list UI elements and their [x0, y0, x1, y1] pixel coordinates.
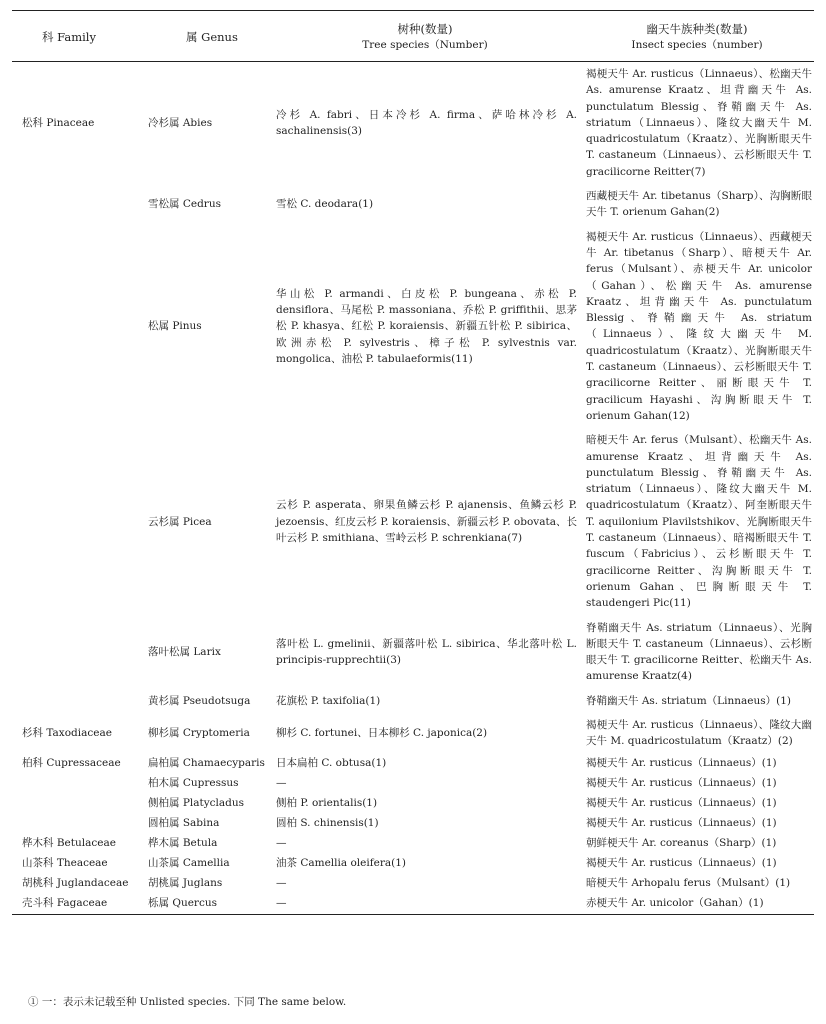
species-table-container: [12, 10, 814, 915]
family-cell: 杉科 Taxodiaceae: [22, 727, 112, 740]
table-row: [12, 774, 814, 794]
tree-cell: 落叶松 L. gmelinii、新疆落叶松 L. sibirica、华北落叶松 L. principis-rupprechtii(3): [276, 637, 577, 667]
insect-cell: 暗梗天牛 Ar. ferus（Mulsant）、松幽天牛 As. amurense Kraatz、坦背幽天牛 As. punctulatum Blessig、脊鞘幽天牛 As. striatum（Linnaeus）、隆纹大幽天牛 M. quadricostulatum（Kraatz）、阿奎断眼天牛 T. aquilonium Plavilstshikov、光胸断眼天牛 T. castaneum（Linnaeus）、暗褐断眼天牛 T. fuscum（Fabricius）、云杉断眼天牛 T. gracilicorne Reitter、沟胸断眼天牛 T. orienum Gahan、巴胸断眼天牛 T. staudengeri Pic(11): [586, 434, 812, 610]
table-row: [12, 689, 814, 713]
tree-cell: 云杉 P. asperata、卵果鱼鳞云杉 P. ajanensis、鱼鳞云杉 P. jezoensis、红皮云杉 P. koraiensis、新疆云杉 P. obovata、长叶云杉 P. smithiana、雪岭云杉 P. schrenkiana(7): [276, 499, 577, 545]
genus-cell: 山茶属 Camellia: [148, 857, 230, 870]
family-cell: [12, 184, 142, 225]
header-insect: [580, 11, 814, 62]
family-cell: [12, 225, 142, 429]
tree-cell: 柳杉 C. fortunei、日本柳杉 C. japonica(2): [276, 727, 488, 740]
insect-cell: 褐梗天牛 Ar. rusticus（Linnaeus）(1): [586, 817, 777, 830]
genus-cell: 柳杉属 Cryptomeria: [148, 727, 250, 740]
family-cell: [12, 616, 142, 689]
header-tree-cn: 树种(数量): [397, 22, 453, 36]
genus-cell: 冷杉属 Abies: [148, 116, 213, 129]
family-cell: 壳斗科 Fagaceae: [12, 894, 142, 915]
family-cell: [12, 689, 142, 713]
insect-cell: 暗梗天牛 Arhopalu ferus（Mulsant）(1): [586, 877, 791, 890]
tree-cell: 雪松 C. deodara(1): [276, 198, 374, 211]
genus-cell: 落叶松属 Larix: [148, 645, 221, 658]
tree-cell: 冷杉 A. fabri、日本冷杉 A. firma、萨哈林冷杉 A. sachalinensis(3): [276, 108, 577, 138]
insect-cell: 脊鞘幽天牛 As. striatum（Linnaeus）(1): [586, 694, 792, 707]
header-tree: [270, 11, 580, 62]
family-cell: 胡桃科 Juglandaceae: [22, 877, 129, 890]
header-family: 科 Family: [12, 11, 142, 62]
species-table: [12, 10, 814, 915]
insect-cell: 脊鞘幽天牛 As. striatum（Linnaeus）、光胸断眼天牛 T. castaneum（Linnaeus）、云杉断眼天牛 T. gracilicorne Reitter、松幽天牛 As. amurense Kraatz(4): [586, 621, 812, 683]
genus-cell: 胡桃属 Juglans: [148, 877, 223, 890]
family-cell: [12, 814, 142, 834]
tree-cell: 华山松 P. armandi、白皮松 P. bungeana、赤松 P. densiflora、马尾松 P. massoniana、乔松 P. griffithii、思茅松 P. khasya、红松 P. koraiensis、新疆五针松 P. sibirica、欧洲赤松 P. sylvestris、樟子松 P. sylvestnis var. mongolica、油松 P. tabulaeformis(11): [276, 287, 577, 365]
family-cell: [12, 774, 142, 794]
table-row: [12, 62, 814, 185]
header-genus: 属 Genus: [142, 11, 270, 62]
insect-cell: 褐梗天牛 Ar. rusticus（Linnaeus）(1): [586, 777, 777, 790]
family-cell: 桦木科 Betulaceae: [22, 837, 116, 850]
table-row: [12, 754, 814, 774]
tree-cell: 圆柏 S. chinensis(1): [276, 817, 379, 830]
genus-cell: 松属 Pinus: [148, 320, 202, 333]
genus-cell: 桦木属 Betula: [148, 837, 218, 850]
genus-cell: 栎属 Quercus: [142, 894, 270, 915]
table-footnote: ① 一：表示未记载至种 Unlisted species. 下同 The same below.: [28, 996, 347, 1008]
family-cell: 松科 Pinaceae: [22, 116, 95, 129]
genus-cell: 黄杉属 Pseudotsuga: [148, 694, 251, 707]
insect-cell: 朝鲜梗天牛 Ar. coreanus（Sharp）(1): [586, 837, 777, 850]
tree-cell: 侧柏 P. orientalis(1): [276, 797, 378, 810]
genus-cell: 雪松属 Cedrus: [148, 198, 221, 211]
tree-cell: 油茶 Camellia oleifera(1): [276, 857, 406, 870]
header-tree-en: Tree species（Number): [362, 39, 488, 51]
tree-cell: —: [276, 837, 287, 850]
family-cell: 山茶科 Theaceae: [22, 857, 108, 870]
genus-cell: 圆柏属 Sabina: [148, 817, 220, 830]
table-row: [12, 713, 814, 754]
genus-cell: 云杉属 Picea: [148, 515, 212, 528]
family-cell: [12, 794, 142, 814]
table-row: [12, 834, 814, 854]
table-row: [12, 428, 814, 615]
genus-cell: 柏木属 Cupressus: [148, 777, 239, 790]
genus-cell: 侧柏属 Platycladus: [148, 797, 245, 810]
insect-cell: 褐梗天牛 Ar. rusticus（Linnaeus）、松幽天牛 As. amurense Kraatz、坦背幽天牛 As. punctulatum Blessig、脊鞘幽天牛 As. striatum（Linnaeus）、隆纹大幽天牛 M. quadricostulatum（Kraatz）、光胸断眼天牛 T. castaneum（Linnaeus）、云杉断眼天牛 T. gracilicorne Reitter(7): [586, 68, 812, 178]
table-row: [12, 814, 814, 834]
tree-cell: —: [270, 894, 580, 915]
genus-cell: 扁柏属 Chamaecyparis: [148, 757, 265, 770]
insect-cell: 褐梗天牛 Ar. rusticus（Linnaeus）(1): [586, 797, 777, 810]
tree-cell: 日本扁柏 C. obtusa(1): [276, 757, 387, 770]
table-row: [12, 184, 814, 225]
tree-cell: 花旗松 P. taxifolia(1): [276, 694, 381, 707]
table-row: [12, 874, 814, 894]
table-row: [12, 616, 814, 689]
family-cell: 柏科 Cupressaceae: [22, 757, 121, 770]
tree-cell: —: [276, 877, 287, 890]
insect-cell: 褐梗天牛 Ar. rusticus（Linnaeus）、隆纹大幽天牛 M. quadricostulatum（Kraatz）(2): [586, 718, 812, 748]
header-insect-en: Insect species（number): [631, 39, 763, 51]
insect-cell: 褐梗天牛 Ar. rusticus（Linnaeus）(1): [586, 857, 777, 870]
header-insect-cn: 幽天牛族种类(数量): [646, 22, 748, 36]
table-header-row: [12, 11, 814, 62]
insect-cell: 褐梗天牛 Ar. rusticus（Linnaeus）(1): [586, 757, 777, 770]
family-cell: [12, 428, 142, 615]
insect-cell: 褐梗天牛 Ar. rusticus（Linnaeus）、西藏梗天牛 Ar. tibetanus（Sharp）、暗梗天牛 Ar. ferus（Mulsant）、赤梗天牛 Ar. unicolor（Gahan）、松幽天牛 As. amurense Kraatz、坦背幽天牛 As. punctulatum Blessig、脊鞘幽天牛 As. striatum（Linnaeus）、隆纹大幽天牛 M. quadricostulatum（Kraatz）、光胸断眼天牛 T. castaneum（Linnaeus）、云杉断眼天牛 T. gracilicorne Reitter、丽断眼天牛 T. gracilicum Hayashi、沟胸断眼天牛 T. orienum Gahan(12): [586, 230, 812, 422]
table-row: [12, 794, 814, 814]
insect-cell: 西藏梗天牛 Ar. tibetanus（Sharp）、沟胸断眼天牛 T. orienum Gahan(2): [586, 190, 812, 219]
insect-cell: 赤梗天牛 Ar. unicolor（Gahan）(1): [580, 894, 814, 915]
table-row: [12, 894, 814, 915]
table-row: [12, 225, 814, 429]
table-row: [12, 854, 814, 874]
tree-cell: —: [276, 777, 287, 790]
